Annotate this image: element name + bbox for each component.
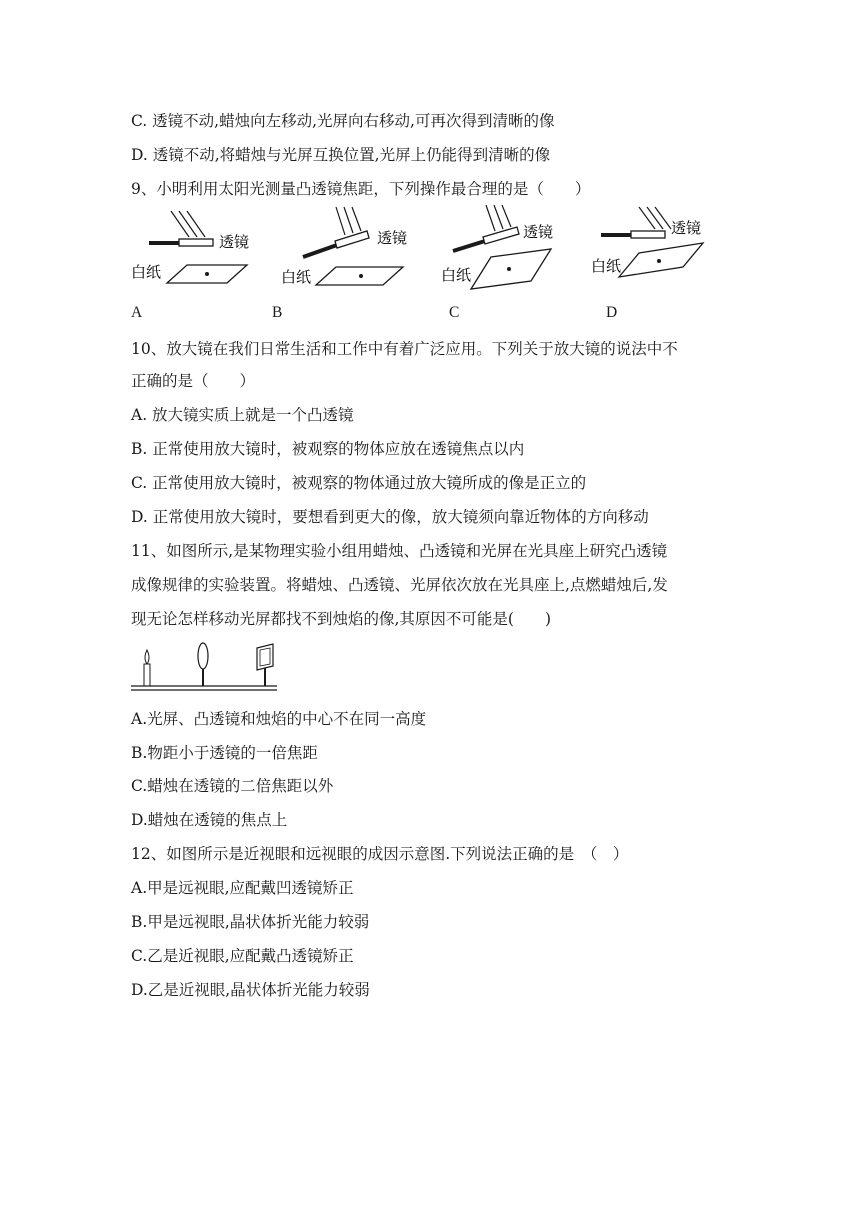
q9-a-lens-label: 透镜 [219, 233, 250, 251]
q12-option-c: C.乙是近视眼,应配戴凸透镜矫正 [131, 947, 354, 965]
q11-option-b: B.物距小于透镜的一倍焦距 [131, 744, 318, 762]
q10-option-b: B. 正常使用放大镜时，被观察的物体应放在透镜焦点以内 [131, 440, 525, 458]
q11-option-c: C.蜡烛在透镜的二倍焦距以外 [131, 777, 334, 795]
optical-bench-icon [131, 686, 277, 690]
q12-option-a: A.甲是远视眼,应配戴凹透镜矫正 [131, 879, 354, 897]
q9-stem: 9、小明利用太阳光测量凸透镜焦距，下列操作最合理的是（ ） [131, 180, 591, 198]
q11-option-a: A.光屏、凸透镜和烛焰的中心不在同一高度 [131, 710, 427, 728]
light-screen-icon [257, 644, 273, 686]
q9-option-c-label: C [449, 304, 460, 321]
q9-c-paper-label: 白纸 [441, 266, 472, 284]
q9-a-paper-label: 白纸 [131, 263, 162, 281]
q10-option-a: A. 放大镜实质上就是一个凸透镜 [131, 406, 354, 424]
q11-stem-line1: 11、如图所示,是某物理实验小组用蜡烛、凸透镜和光屏在光具座上研究凸透镜 [131, 542, 668, 560]
q9-option-d-label: D [606, 304, 618, 321]
candle-icon [144, 650, 150, 686]
q8-option-c: C. 透镜不动,蜡烛向左移动,光屏向右移动,可再次得到清晰的像 [131, 112, 555, 130]
q12-option-b: B.甲是远视眼,晶状体折光能力较弱 [131, 913, 370, 931]
q9-d-paper-label: 白纸 [591, 257, 622, 275]
q9-setup-c [441, 205, 553, 289]
q10-option-c: C. 正常使用放大镜时，被观察的物体通过放大镜所成的像是正立的 [131, 474, 587, 492]
q12-stem: 12、如图所示是近视眼和远视眼的成因示意图.下列说法正确的是 （ ） [131, 845, 629, 863]
q10-stem-line2: 正确的是（ ） [131, 372, 256, 390]
q10-option-d: D. 正常使用放大镜时，要想看到更大的像，放大镜须向靠近物体的方向移动 [131, 508, 649, 526]
q10-stem-line1: 10、放大镜在我们日常生活和工作中有着广泛应用。下列关于放大镜的说法中不 [131, 340, 678, 358]
q11-stem-line3: 现无论怎样移动光屏都找不到烛焰的像,其原因不可能是( ) [131, 610, 552, 628]
q9-setup-b [281, 207, 407, 286]
q11-stem-line2: 成像规律的实验装置。将蜡烛、凸透镜、光屏依次放在光具座上,点燃蜡烛后,发 [131, 576, 668, 594]
q12-option-d: D.乙是近视眼,晶状体折光能力较弱 [131, 981, 370, 999]
convex-lens-icon [198, 643, 208, 686]
q11-optical-bench-figure [129, 640, 279, 696]
q9-c-lens-label: 透镜 [523, 223, 554, 241]
q9-figure [131, 205, 731, 295]
q9-b-lens-label: 透镜 [377, 229, 408, 247]
q9-option-a-label: A [131, 304, 143, 321]
q9-d-lens-label: 透镜 [671, 219, 702, 237]
q8-option-d: D. 透镜不动,将蜡烛与光屏互换位置,光屏上仍能得到清晰的像 [131, 146, 551, 164]
q9-b-paper-label: 白纸 [281, 268, 312, 286]
q9-setup-d [591, 207, 703, 277]
q9-setup-a [131, 211, 249, 283]
q11-option-d: D.蜡烛在透镜的焦点上 [131, 811, 288, 829]
q9-option-b-label: B [272, 304, 283, 321]
